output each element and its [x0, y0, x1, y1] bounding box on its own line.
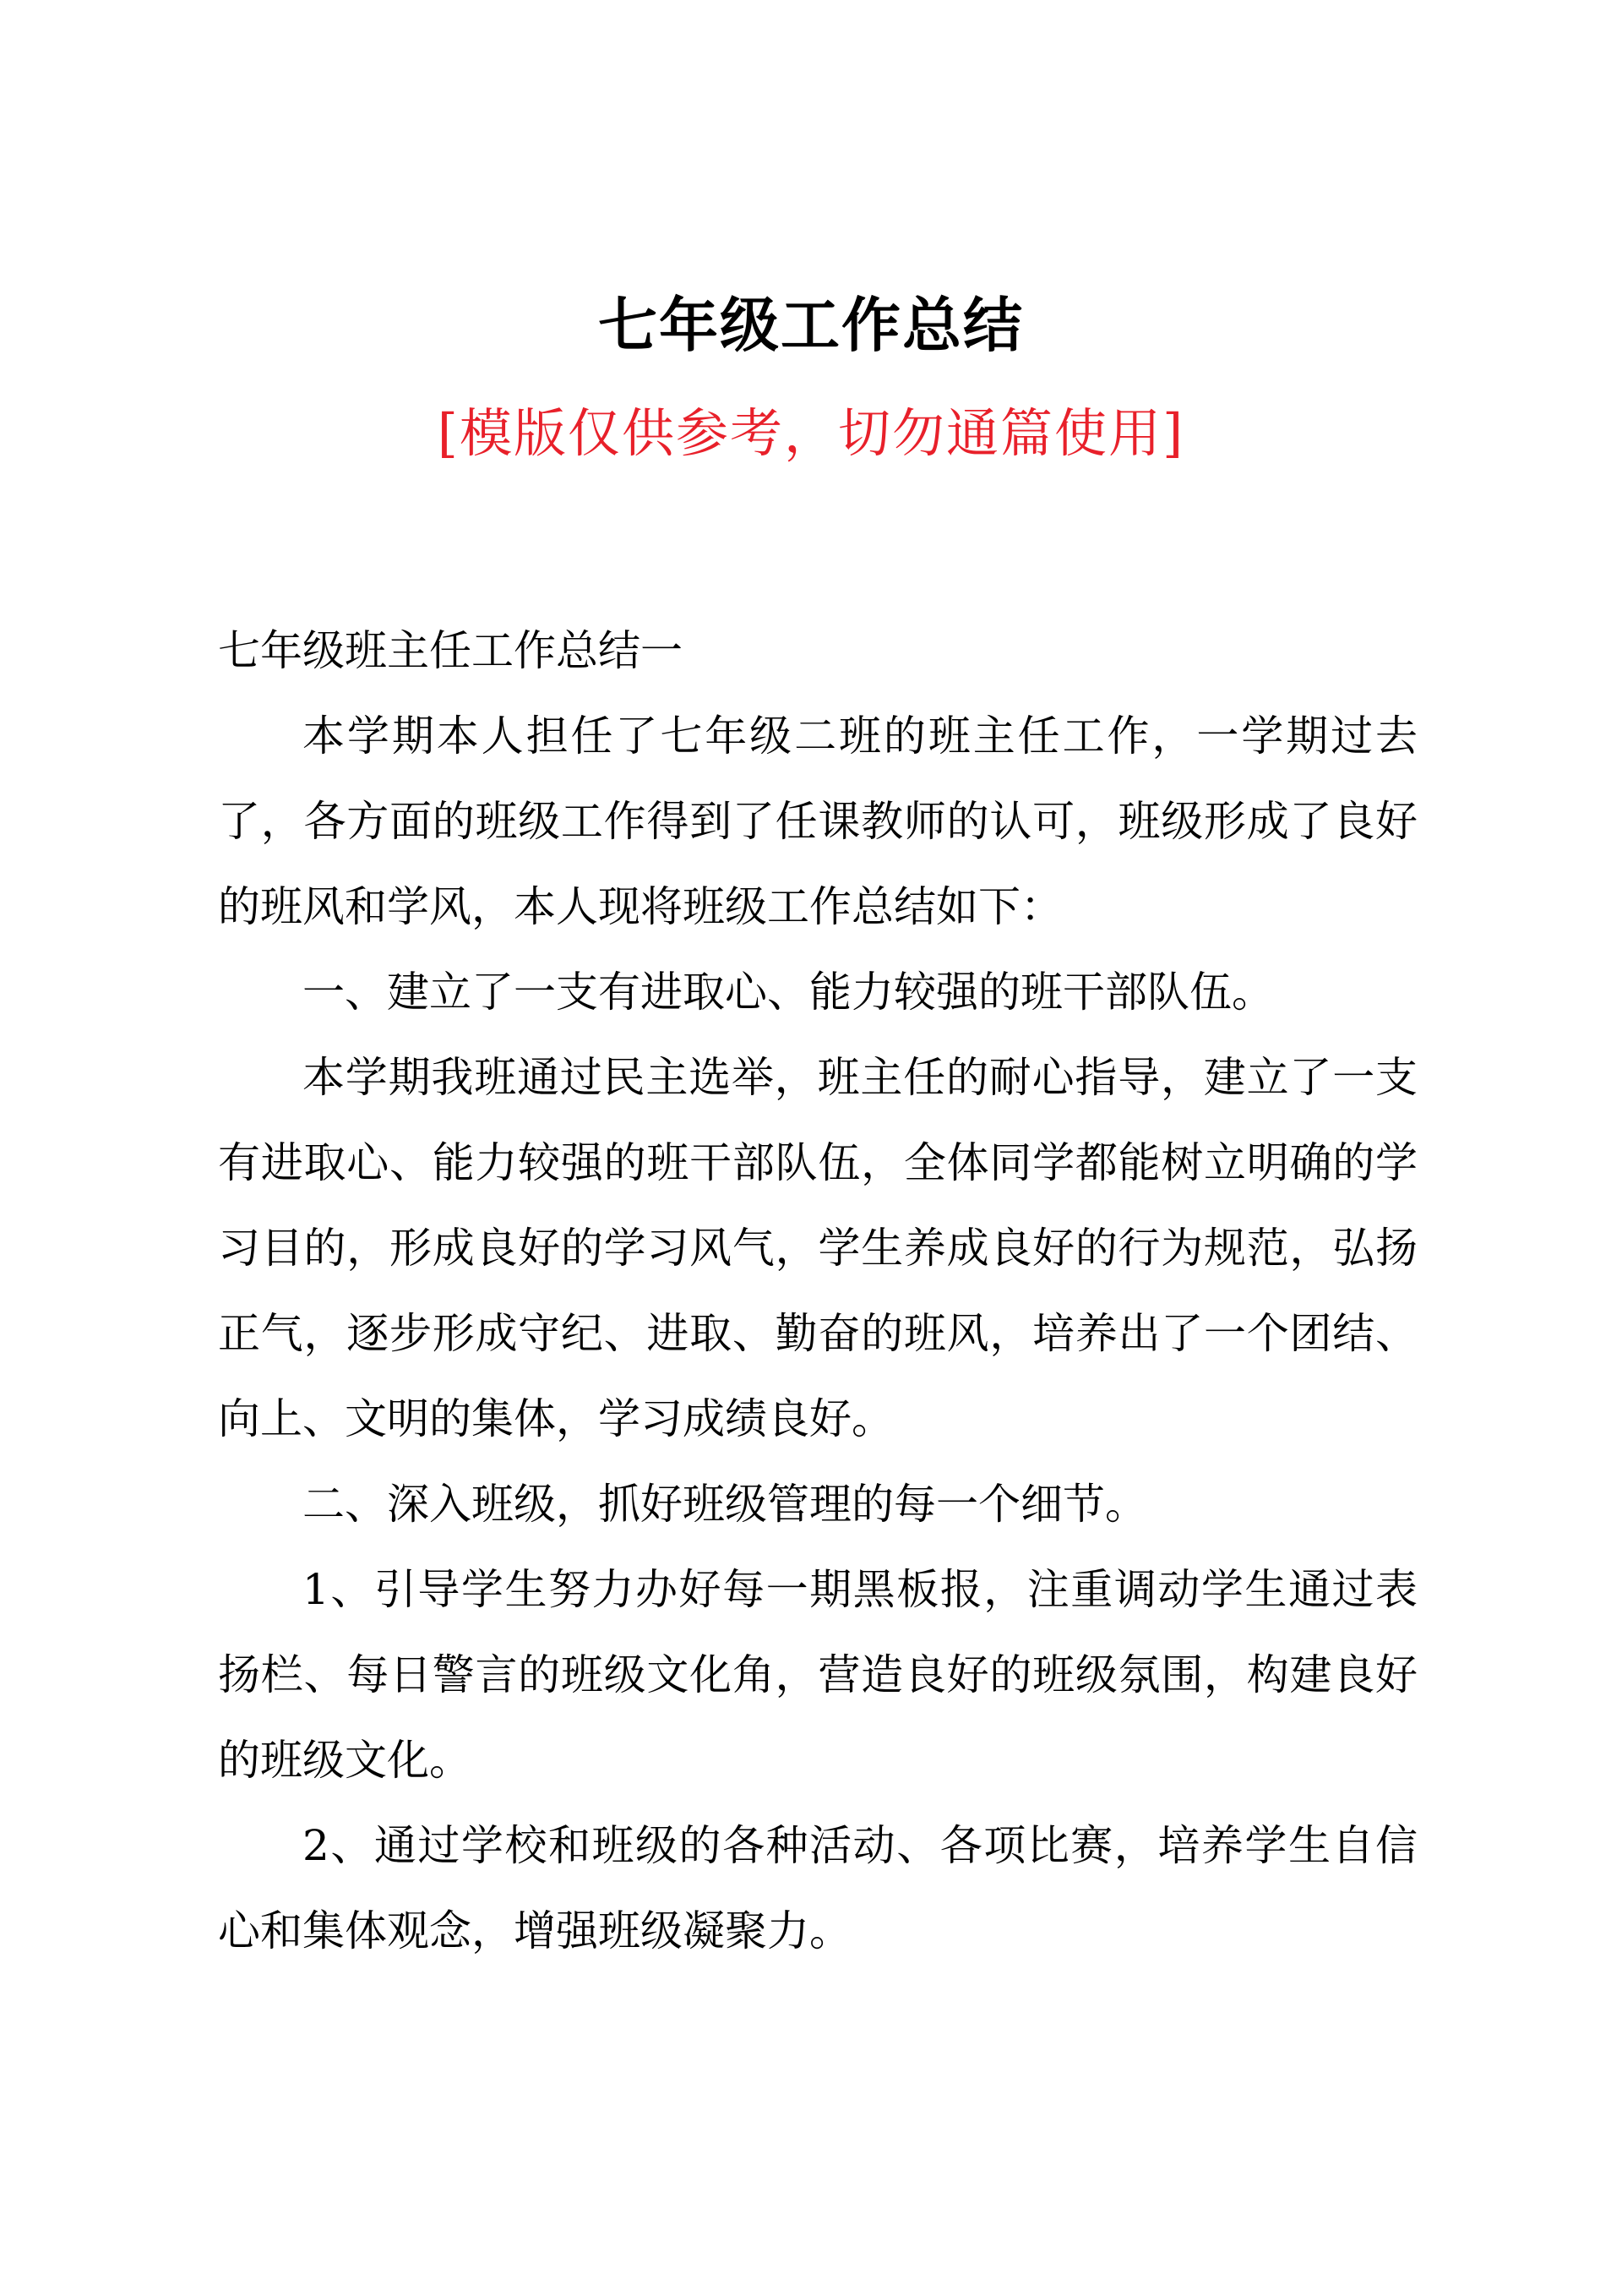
- paragraph-point-two-heading: 二、深入班级，抓好班级管理的每一个细节。: [302, 1480, 1147, 1529]
- paragraph-point-one-body: 本学期我班通过民主选举，班主任的耐心指导，建立了一支有进取心、能力较强的班干部队伍，全体同学都能树立明确的学习目的，形成良好的学习风气，学生养成良好的行为规范，弘扬正气，逐步形成守纪、进取、勤奋的班风，培养出了一个团结、向上、文明的集体，学习成绩良好。: [218, 1053, 1418, 1443]
- paragraph-item-2: 2、通过学校和班级的各种活动、各项比赛，培养学生自信心和集体观念，增强班级凝聚力。: [218, 1821, 1418, 1955]
- document-title: 七年级工作总结: [598, 290, 1024, 360]
- document-body: [218, 608, 1418, 1974]
- paragraph-point-one-heading: 一、建立了一支有进取心、能力较强的班干部队伍。: [302, 968, 1274, 1017]
- paragraph-item-1: 1、引导学生努力办好每一期黑板报，注重调动学生通过表扬栏、每日警言的班级文化角，营造良好的班级氛围，构建良好的班级文化。: [218, 1565, 1418, 1785]
- paragraph-intro: 本学期本人担任了七年级二班的班主任工作，一学期过去了，各方面的班级工作得到了任课教师的认可，班级形成了良好的班风和学风，本人现将班级工作总结如下：: [218, 712, 1418, 931]
- section-heading: 七年级班主任工作总结一: [218, 626, 683, 675]
- template-disclaimer: [模版仅供参考，切勿通篇使用]: [437, 402, 1185, 464]
